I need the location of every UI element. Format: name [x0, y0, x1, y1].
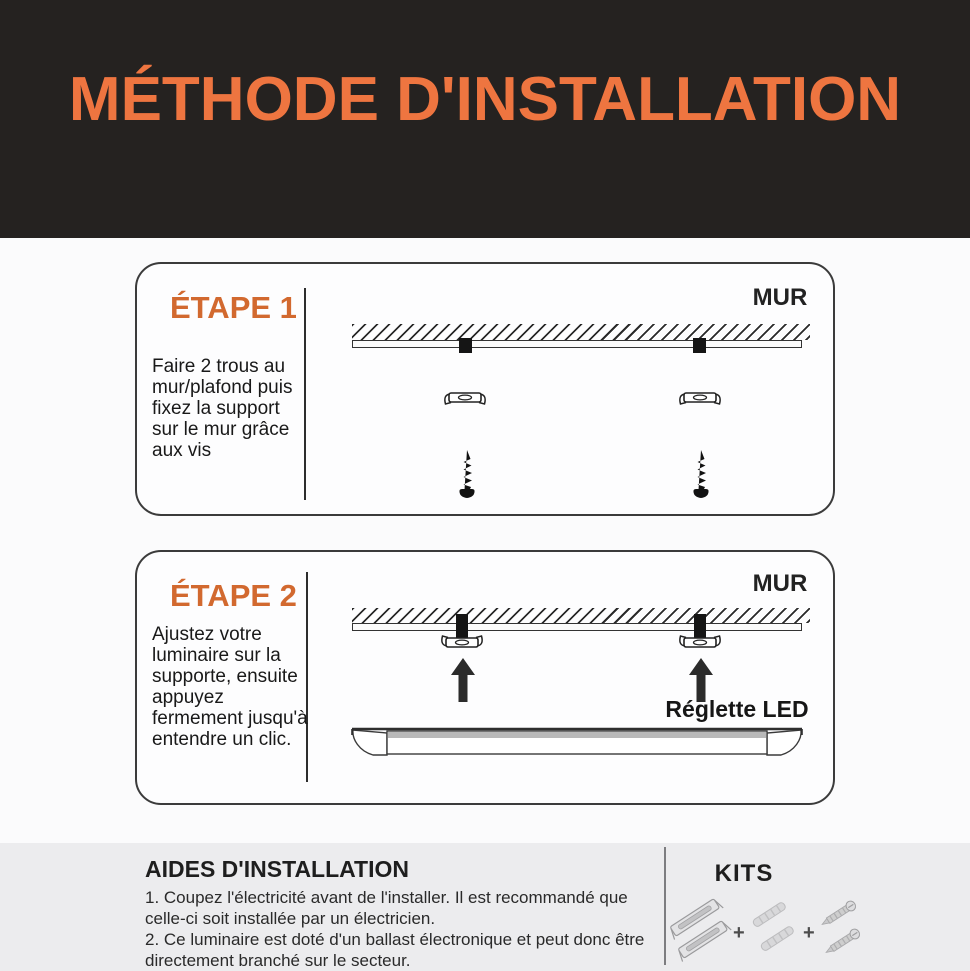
- wall-hatch: [352, 324, 810, 340]
- wall-hatch: [352, 608, 810, 623]
- step1-label: ÉTAPE 1: [170, 290, 297, 325]
- screw-kit-icon: [820, 899, 858, 928]
- led-fixture-icon: [349, 726, 805, 762]
- plus-sign: +: [733, 922, 745, 944]
- step2-wall-label: MUR: [752, 570, 808, 597]
- mounting-clip-icon: [677, 390, 723, 410]
- header-banner: [0, 0, 970, 238]
- screw-hole: [459, 338, 472, 353]
- anchor-kit-icon: [760, 925, 795, 951]
- mounting-clip-icon: [442, 390, 488, 410]
- screw-icon: [458, 450, 476, 500]
- step1-wall-label: MUR: [752, 284, 808, 311]
- mounting-clip-icon: [677, 630, 723, 650]
- step2-label: ÉTAPE 2: [170, 578, 297, 613]
- step2-card: [135, 550, 835, 805]
- step1-description: Faire 2 trous au mur/plafond puis fixez la support sur le mur grâce aux vis: [152, 356, 293, 461]
- wall-bar: [352, 623, 802, 631]
- mounting-clip-icon: [439, 630, 485, 650]
- footer-note-2: 2. Ce luminaire est doté d'un ballast électronique et peut donc être directement branché sur le secteur.: [145, 930, 645, 970]
- screw-icon: [692, 450, 710, 500]
- up-arrow-icon: [450, 658, 476, 702]
- footer-note-1: 1. Coupez l'électricité avant de l'installer. Il est recommandé que celle-ci soit installée par un électricien.: [145, 888, 628, 928]
- kits-label: KITS: [714, 860, 774, 887]
- plus-sign: +: [803, 922, 815, 944]
- fixture-label: Réglette LED: [665, 696, 809, 722]
- screw-hole: [693, 338, 706, 353]
- anchor-kit-icon: [752, 901, 787, 927]
- step1-card: [135, 262, 835, 516]
- step2-description: Ajustez votre luminaire sur la supporte, ensuite appuyez fermement jusqu'à entendre un clic.: [152, 624, 308, 750]
- step1-divider: [304, 288, 306, 500]
- kits-icons: [660, 893, 870, 967]
- page-title: MÉTHODE D'INSTALLATION: [68, 65, 902, 134]
- screw-kit-icon: [824, 927, 862, 956]
- footer-title: AIDES D'INSTALLATION: [145, 856, 409, 882]
- footer: [0, 843, 970, 971]
- wall-bar: [352, 340, 802, 348]
- footer-notes: [145, 887, 663, 971]
